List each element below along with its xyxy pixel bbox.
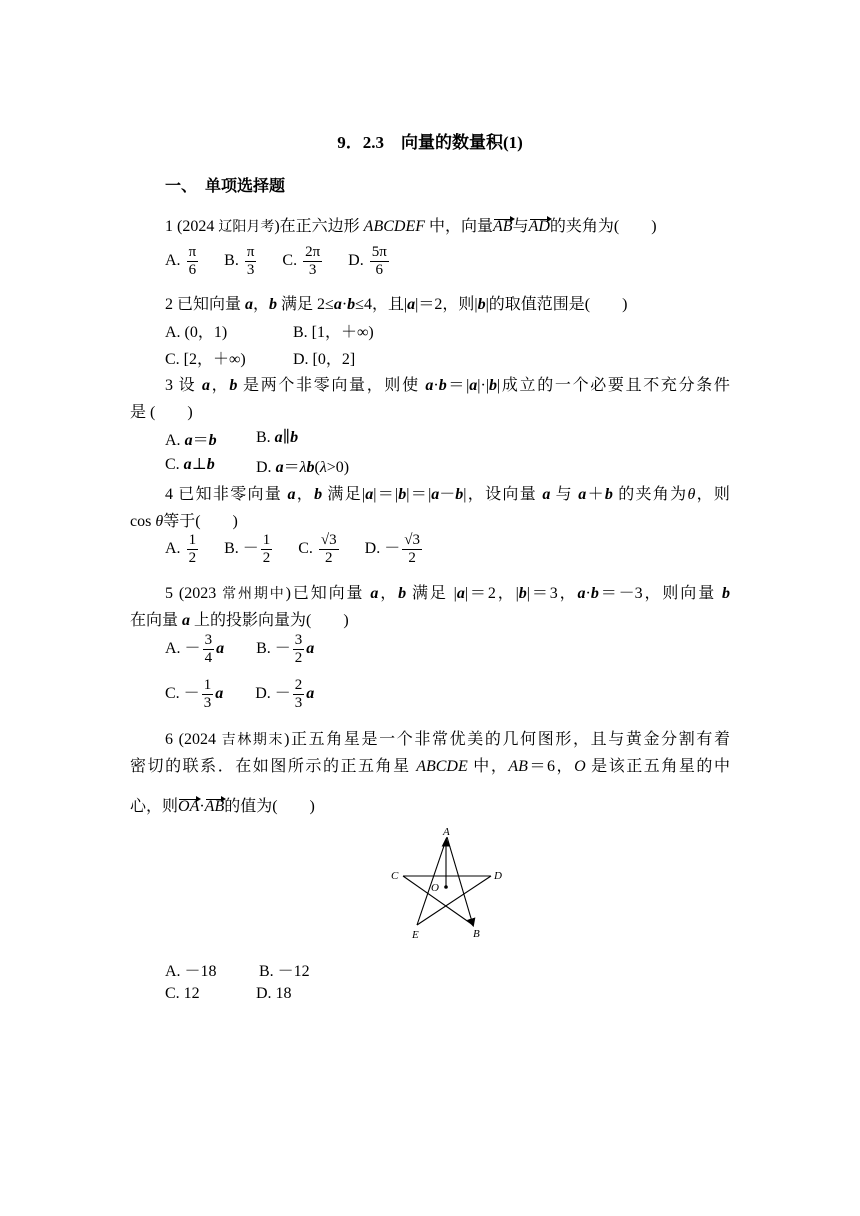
question-3-stem-line2: 是 ( ) [130, 404, 193, 421]
page-title: 9．2.3 向量的数量积(1) [337, 133, 523, 152]
question-4-stem-line2: cos θ等于( ) [130, 513, 238, 530]
q1-option-d[interactable]: D. $\frac{5\pi}{6}$ [348, 244, 387, 278]
label-b: B [473, 928, 480, 940]
question-6-stem-line3: 心，则OA·AB的值为( ) [130, 798, 315, 815]
label-a: A [443, 826, 450, 838]
q1-option-b[interactable]: B. $\frac{\pi}{3}$ [224, 244, 255, 278]
question-5-stem-line1: 5 (2023 常州期中)已知向量 a，b 满足 |a|＝2，|b|＝3，a·b＝－3，则向量 b [165, 585, 730, 602]
center-o-dot [444, 885, 448, 889]
question-2-stem: 2 已知向量 a，b 满足 2≤a·b≤4，且|a|＝2，则|b|的取值范围是( ) [165, 296, 628, 313]
question-4-stem-line1: 4 已知非零向量 a，b 满足|a|＝|b|＝|a－b|，设向量 a 与 a＋b 的夹角为θ，则 [165, 486, 730, 503]
q6-option-b[interactable]: B. －12 [259, 963, 310, 980]
question-5-options-row1 [165, 632, 314, 667]
q2-option-c[interactable]: C. [2，＋∞) [165, 351, 246, 368]
q3-option-d[interactable]: D. a＝λb(λ>0) [256, 459, 350, 476]
question-6-stem-line1: 6 (2024 吉林期末)正五角星是一个非常优美的几何图形，且与黄金分割有着 [165, 731, 730, 748]
label-d: D [494, 870, 502, 882]
label-c: C [391, 870, 399, 882]
q3-option-c[interactable]: C. a⊥b [165, 456, 215, 473]
q2-option-b[interactable]: B. [1，＋∞) [293, 324, 374, 341]
q4-option-d[interactable]: D. － $\frac{√3}{2}$ [364, 532, 420, 566]
label-e: E [412, 929, 419, 941]
q1-option-a[interactable]: A. $\frac{\pi}{6}$ [165, 244, 197, 278]
q6-option-a[interactable]: A. －18 [165, 963, 217, 980]
q6-option-c[interactable]: C. 12 [165, 985, 200, 1002]
q1-stem-text: 1 (2024 辽阳月考)在正六边形 ABCDEF 中，向量AB与AD的夹角为( ) [165, 218, 657, 235]
q5-option-d[interactable]: D. － $\frac{2}{3}$ a [255, 677, 315, 711]
question-3-stem-line1: 3 设 a，b 是两个非零向量，则使 a·b＝|a|·|b|成立的一个必要且不充分条件 [165, 377, 730, 394]
question-1-stem [165, 213, 657, 236]
q4-option-b[interactable]: B. － $\frac{1}{2}$ [224, 532, 271, 566]
question-6-stem-line2: 密切的联系．在如图所示的正五角星 ABCDE 中，AB＝6，O 是该正五角星的中 [130, 758, 730, 775]
question-1-options [165, 244, 391, 279]
q3-option-a[interactable]: A. a＝b [165, 432, 217, 449]
q5-option-b[interactable]: B. － $\frac{3}{2}$ a [256, 632, 315, 666]
section-heading: 一、 单项选择题 [165, 178, 286, 195]
q4-option-c[interactable]: C. $\frac{√3}{2}$ [298, 532, 337, 566]
vector-ab [447, 837, 473, 925]
q2-option-d[interactable]: D. [0，2] [293, 351, 356, 368]
q2-option-a[interactable]: A. (0，1) [165, 324, 228, 341]
edge-a-e [417, 837, 447, 925]
q5-option-c[interactable]: C. － $\frac{1}{3}$ a [165, 677, 224, 711]
q6-option-d[interactable]: D. 18 [256, 985, 292, 1002]
label-o: O [431, 882, 439, 894]
question-5-stem-line2: 在向量 a 上的投影向量为( ) [130, 612, 349, 629]
q4-option-a[interactable]: A. $\frac{1}{2}$ [165, 532, 197, 566]
pentagram-figure [385, 823, 510, 943]
q1-option-c[interactable]: C. $\frac{2\pi}{3}$ [282, 244, 321, 278]
q5-option-a[interactable]: A. － $\frac{3}{4}$ a [165, 632, 225, 666]
edge-e-d [417, 876, 491, 925]
question-4-options [165, 532, 424, 567]
q3-option-b[interactable]: B. a∥b [256, 429, 299, 446]
question-5-options-row2 [165, 677, 314, 712]
